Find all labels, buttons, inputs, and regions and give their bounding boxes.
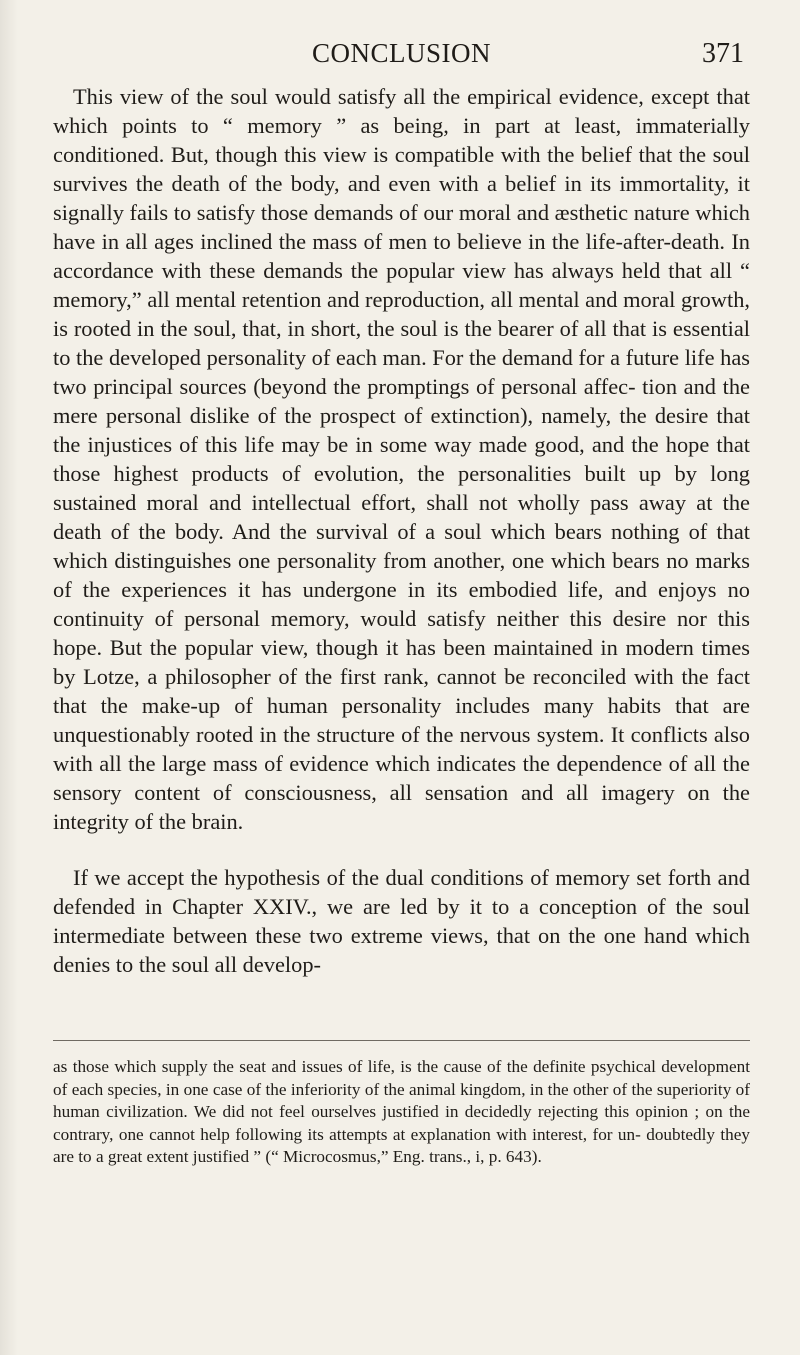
scan-edge-shadow xyxy=(0,0,18,1355)
footnote: as those which supply the seat and issues of life, is the cause of the definite psychical development of each species, in one case of the inferiority of the animal kingdom, in the other of the superiority of human civilization. We did not feel ourselves justified in decidedly rejecting this opinion ; on the contrary, one cannot help following its attempts at explanation with interest, for un- doubtedly they are to a great extent justified ” (“ Microcosmus,” Eng. trans., i, p. 643). xyxy=(53,1057,750,1167)
footnote-divider xyxy=(53,1040,750,1041)
paragraph-1: This view of the soul would satisfy all the empirical evidence, except that which points to “ memory ” as being, in part at least, immaterially conditioned. But, though this view is compatible with the belief that the soul survives the death of the body, and even with a belief in its immortality, it signally fails to satisfy those demands of our moral and æsthetic nature which have in all ages inclined the mass of men to believe in the life-after-death. In accordance with these demands the popular view has always held that all “ memory,” all mental retention and reproduction, all mental and moral growth, is rooted in the soul, that, in short, the soul is the bearer of all that is essential to the developed personality of each man. For the demand for a future life has two principal sources (beyond the promptings of personal affec- tion and the mere personal dislike of the prospect of extinction), namely, the desire that the injustices of this life may be in some way made good, and the hope that those highest products of evolution, the personalities built up by long sustained moral and intellectual effort, shall not wholly pass away at the death of the body. And the survival of a soul which bears nothing of that which distinguishes one personality from another, one which bears no marks of the experiences it has undergone in its embodied life, and enjoys no continuity of personal memory, would satisfy neither this desire nor this hope. But the popular view, though it has been maintained in modern times by Lotze, a philosopher of the first rank, cannot be reconciled with the fact that the make-up of human personality includes many habits that are unquestionably rooted in the structure of the nervous system. It conflicts also with all the large mass of evidence which indicates the dependence of all the sensory content of consciousness, all sensation and all imagery on the integrity of the brain. xyxy=(53,84,750,834)
page-number: 371 xyxy=(702,38,744,69)
page-header xyxy=(0,38,800,78)
running-head: CONCLUSION xyxy=(312,38,492,68)
main-text xyxy=(53,82,750,979)
paragraph-2: If we accept the hypothesis of the dual conditions of memory set forth and defended in Chapter XXIV., we are led by it to a conception of the soul intermediate between these two extreme views, that on the one hand which denies to the soul all develop- xyxy=(53,865,750,977)
